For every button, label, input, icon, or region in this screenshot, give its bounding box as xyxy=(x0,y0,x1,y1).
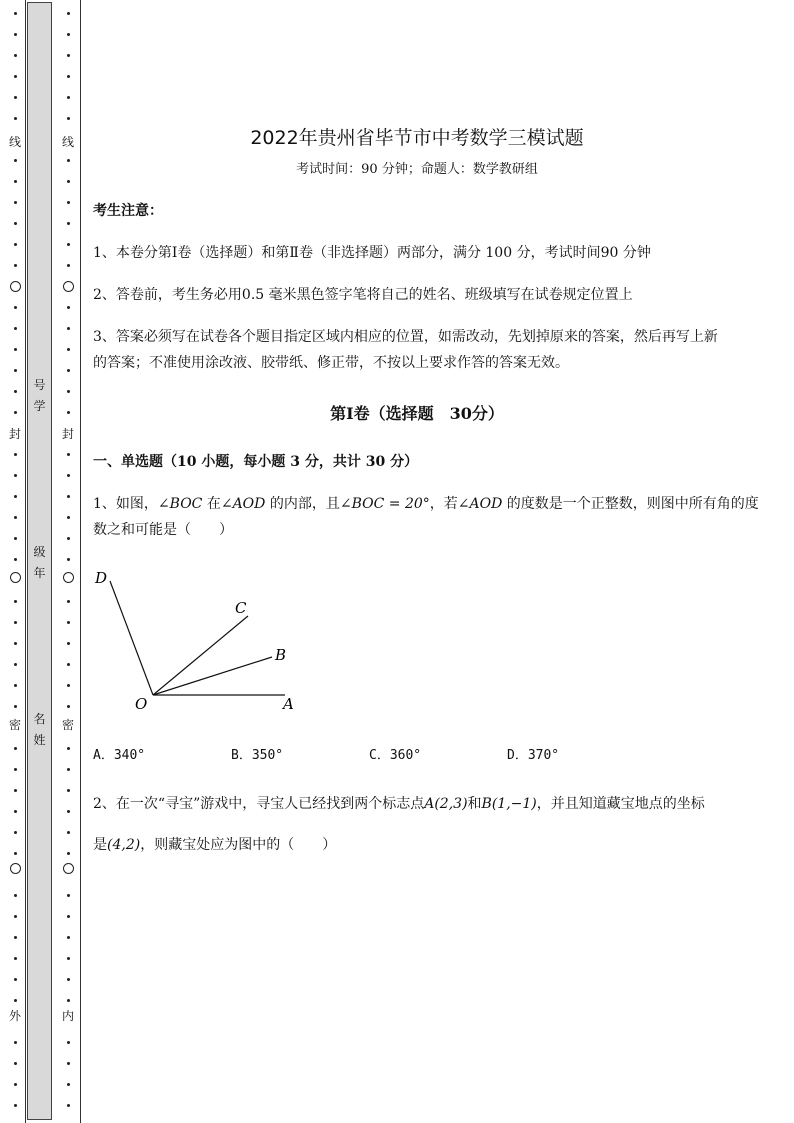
left-binding-dot xyxy=(14,642,17,645)
left-binding-dot xyxy=(14,348,17,351)
left-binding-circle-mark xyxy=(10,572,21,583)
left-binding-dot xyxy=(14,1083,17,1086)
label-c: C xyxy=(235,599,247,617)
left-binding-dot xyxy=(14,411,17,414)
q1-math-3: ∠BOC = 20° xyxy=(339,496,430,512)
right-binding-circle-mark xyxy=(63,572,74,583)
left-binding-mark-4: 密 xyxy=(9,718,22,732)
right-binding-dot xyxy=(67,33,70,36)
right-binding-dot xyxy=(67,1041,70,1044)
right-binding-dot xyxy=(67,768,70,771)
left-binding-dot xyxy=(14,243,17,246)
q1-text-5: 的度数是一个正整数，则图中所有角的度 xyxy=(502,496,759,512)
notice-item-2: 2、答卷前，考生务必用0.5 毫米黑色签字笔将自己的姓名、班级填写在试卷规定位置上 xyxy=(93,287,633,303)
right-binding-dot xyxy=(67,642,70,645)
left-binding-dot xyxy=(14,768,17,771)
left-binding-dot xyxy=(14,747,17,750)
right-binding-dot xyxy=(67,54,70,57)
left-binding-dot xyxy=(14,789,17,792)
right-binding-dot xyxy=(67,978,70,981)
q1-text-3: 的内部，且 xyxy=(265,496,340,512)
label-b: B xyxy=(275,646,287,664)
left-binding-dot xyxy=(14,306,17,309)
q1-text-2: 在 xyxy=(202,496,221,512)
right-binding-dot xyxy=(67,390,70,393)
left-binding-mark-6: 外 xyxy=(9,1009,22,1023)
right-binding-dot xyxy=(67,348,70,351)
right-binding-dot xyxy=(67,12,70,15)
left-binding-circle-mark xyxy=(10,281,21,292)
left-binding-dot xyxy=(14,159,17,162)
left-binding-dot xyxy=(14,558,17,561)
strip-class-2: 年 xyxy=(33,566,46,580)
right-binding-dot xyxy=(67,915,70,918)
left-binding-dot xyxy=(14,978,17,981)
strip-name-2: 姓 xyxy=(33,733,46,747)
q2-text-5: ，则藏宝处应为图中的（ ） xyxy=(140,837,337,853)
question-2-line-1 xyxy=(93,793,705,813)
right-binding-dot xyxy=(67,516,70,519)
right-binding-dot xyxy=(67,201,70,204)
left-binding-dot xyxy=(14,54,17,57)
left-binding-dot xyxy=(14,705,17,708)
left-binding-dot xyxy=(14,1104,17,1107)
left-binding-dot xyxy=(14,264,17,267)
q2-text-2: 和 xyxy=(467,796,482,812)
right-binding-mark-2: 封 xyxy=(62,427,75,441)
choice-a[interactable]: A．340° xyxy=(93,748,146,763)
right-binding-dot xyxy=(67,684,70,687)
right-binding-dot xyxy=(67,411,70,414)
right-binding-dot xyxy=(67,999,70,1002)
right-binding-dot xyxy=(67,789,70,792)
question-1-line-1 xyxy=(93,493,759,513)
q2-math-2: B(1,−1) xyxy=(481,796,537,812)
q1-text-1: 1、如图， xyxy=(93,496,158,512)
angle-figure xyxy=(85,562,325,722)
strip-name-1: 名 xyxy=(33,712,46,726)
strip-class-1: 级 xyxy=(33,545,46,559)
left-binding-dot xyxy=(14,390,17,393)
q2-math-1: A(2,3) xyxy=(424,796,468,812)
right-binding-dot xyxy=(67,600,70,603)
right-binding-dot xyxy=(67,96,70,99)
right-binding-mark-4: 密 xyxy=(62,718,75,732)
right-binding-mark-6: 内 xyxy=(62,1009,75,1023)
left-binding-dot xyxy=(14,75,17,78)
left-binding-dot xyxy=(14,180,17,183)
left-binding-dot xyxy=(14,96,17,99)
label-d: D xyxy=(95,569,108,587)
right-binding-dot xyxy=(67,159,70,162)
left-binding-dot xyxy=(14,957,17,960)
q1-text-4: ，若 xyxy=(429,496,458,512)
right-binding-dot xyxy=(67,1062,70,1065)
notice-item-3-line-2: 的答案；不准使用涂改液、胶带纸、修正带，不按以上要求作答的答案无效。 xyxy=(93,355,569,371)
right-binding-dot xyxy=(67,663,70,666)
right-binding-dot xyxy=(67,957,70,960)
binding-column-right xyxy=(63,0,75,1123)
left-binding-dot xyxy=(14,831,17,834)
left-binding-dot xyxy=(14,222,17,225)
q2-text-3: ，并且知道藏宝地点的坐标 xyxy=(536,796,705,812)
right-binding-dot xyxy=(67,852,70,855)
right-binding-dot xyxy=(67,117,70,120)
binding-column-left xyxy=(10,0,22,1123)
right-binding-dot xyxy=(67,264,70,267)
notice-heading: 考生注意： xyxy=(93,203,163,219)
right-binding-dot xyxy=(67,75,70,78)
left-binding-mark-2: 封 xyxy=(9,427,22,441)
notice-item-1: 1、本卷分第Ⅰ卷（选择题）和第Ⅱ卷（非选择题）两部分，满分 100 分，考试时间90 分钟 xyxy=(93,245,651,261)
left-binding-dot xyxy=(14,600,17,603)
right-binding-dot xyxy=(67,369,70,372)
q2-text-1: 2、在一次“寻宝”游戏中，寻宝人已经找到两个标志点 xyxy=(93,796,425,812)
left-binding-dot xyxy=(14,1041,17,1044)
left-binding-dot xyxy=(14,495,17,498)
left-binding-dot xyxy=(14,621,17,624)
question-1-line-2: 数之和可能是（ ） xyxy=(93,522,233,538)
right-binding-dot xyxy=(67,831,70,834)
right-binding-dot xyxy=(67,222,70,225)
exam-subtitle: 考试时间：90 分钟；命题人：数学教研组 xyxy=(296,162,538,177)
right-binding-dot xyxy=(67,558,70,561)
left-binding-dot xyxy=(14,201,17,204)
left-binding-dot xyxy=(14,810,17,813)
right-binding-dot xyxy=(67,621,70,624)
choice-b[interactable]: B．350° xyxy=(231,748,284,763)
right-binding-dot xyxy=(67,453,70,456)
right-binding-circle-mark xyxy=(63,281,74,292)
right-binding-dot xyxy=(67,936,70,939)
notice-item-3-line-1: 3、答案必须写在试卷各个题目指定区域内相应的位置，如需改动，先划掉原来的答案，然后再写上新 xyxy=(93,329,718,345)
right-binding-dot xyxy=(67,327,70,330)
right-binding-dot xyxy=(67,810,70,813)
left-binding-dot xyxy=(14,1062,17,1065)
left-binding-dot xyxy=(14,852,17,855)
left-binding-dot xyxy=(14,12,17,15)
choice-c[interactable]: C．360° xyxy=(369,748,422,763)
q2-text-4: 是 xyxy=(93,837,107,853)
right-binding-dot xyxy=(67,495,70,498)
right-binding-dot xyxy=(67,1083,70,1086)
right-binding-dot xyxy=(67,1104,70,1107)
left-binding-dot xyxy=(14,936,17,939)
right-binding-dot xyxy=(67,537,70,540)
right-binding-dot xyxy=(67,306,70,309)
label-a: A xyxy=(283,695,294,713)
binding-strip xyxy=(27,2,52,1120)
left-binding-dot xyxy=(14,516,17,519)
binding-line-left xyxy=(25,0,26,1123)
right-binding-circle-mark xyxy=(63,863,74,874)
right-binding-dot xyxy=(67,705,70,708)
right-binding-mark-0: 线 xyxy=(62,135,75,149)
left-binding-dot xyxy=(14,915,17,918)
left-binding-dot xyxy=(14,453,17,456)
left-binding-dot xyxy=(14,684,17,687)
right-binding-dot xyxy=(67,180,70,183)
ray-ob xyxy=(153,657,272,695)
right-binding-dot xyxy=(67,894,70,897)
left-binding-dot xyxy=(14,474,17,477)
part-title: 第Ⅰ卷（选择题 30分） xyxy=(330,404,504,423)
left-binding-dot xyxy=(14,33,17,36)
ray-oc xyxy=(153,616,248,695)
q1-math-1: ∠BOC xyxy=(157,496,203,512)
q2-math-3: (4,2) xyxy=(107,837,141,853)
left-binding-circle-mark xyxy=(10,863,21,874)
exam-title: 2022年贵州省毕节市中考数学三模试题 xyxy=(250,127,584,149)
right-binding-dot xyxy=(67,474,70,477)
left-binding-dot xyxy=(14,663,17,666)
strip-student-id-1: 号 xyxy=(33,378,46,392)
left-binding-mark-0: 线 xyxy=(9,135,22,149)
left-binding-dot xyxy=(14,537,17,540)
right-binding-dot xyxy=(67,747,70,750)
label-o: O xyxy=(135,695,148,713)
left-binding-dot xyxy=(14,369,17,372)
section-heading: 一、单选题（10 小题，每小题 3 分，共计 30 分） xyxy=(93,454,419,470)
left-binding-dot xyxy=(14,999,17,1002)
q1-math-2: ∠AOD xyxy=(220,496,266,512)
strip-student-id-2: 学 xyxy=(33,399,46,413)
choice-d[interactable]: D．370° xyxy=(507,748,560,763)
question-2-line-2 xyxy=(93,834,336,854)
left-binding-dot xyxy=(14,117,17,120)
right-binding-dot xyxy=(67,243,70,246)
ray-od xyxy=(110,581,153,695)
left-binding-dot xyxy=(14,327,17,330)
q1-math-4: ∠AOD xyxy=(457,496,503,512)
left-binding-dot xyxy=(14,894,17,897)
